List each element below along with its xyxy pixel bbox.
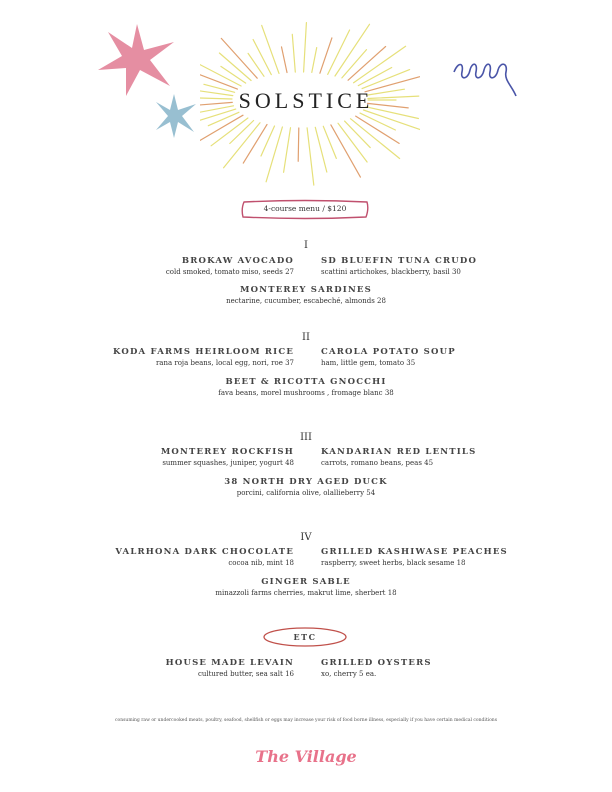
burst-ray	[312, 48, 317, 73]
dish-description: nectarine, cucumber, escabeché, almonds 28	[226, 297, 386, 305]
dish-description: raspberry, sweet herbs, black sesame 18	[321, 559, 466, 567]
menu-item	[113, 347, 294, 367]
burst-ray	[262, 25, 279, 73]
course-numeral: III	[300, 432, 312, 443]
burst-ray	[298, 128, 299, 161]
menu-item	[321, 447, 476, 467]
menu-item	[0, 477, 612, 497]
dish-name: KODA FARMS HEIRLOOM RICE	[113, 347, 294, 357]
burst-ray	[304, 23, 307, 72]
menu-item	[166, 658, 294, 678]
menu-item	[0, 285, 612, 305]
burst-ray	[284, 128, 291, 173]
menu-title: SOLSTICE	[238, 88, 374, 113]
dish-name: 38 NORTH DRY AGED DUCK	[224, 477, 388, 487]
menu-item	[161, 447, 294, 467]
menu-item	[321, 658, 432, 678]
dish-description: cocoa nib, mint 18	[228, 559, 294, 567]
menu-item	[0, 377, 612, 397]
dish-description: xo, cherry 5 ea.	[321, 670, 377, 678]
dish-name: MONTEREY SARDINES	[240, 285, 372, 295]
burst-ray	[266, 127, 282, 182]
dish-name: BEET & RICOTTA GNOCCHI	[225, 377, 387, 387]
menu-item	[115, 547, 294, 567]
course-numeral: IV	[300, 532, 312, 543]
dish-description: rana roja beans, local egg, nori, roe 37	[155, 359, 294, 367]
dish-description: fava beans, morel mushrooms , fromage blanc 38	[218, 389, 394, 397]
menu-item	[321, 347, 456, 367]
burst-ray	[315, 127, 327, 172]
the-village-logo	[250, 742, 362, 770]
dish-name: GRILLED KASHIWASE PEACHES	[321, 547, 508, 557]
burst-ray	[320, 38, 332, 73]
menu-item	[321, 547, 508, 567]
dish-description: cold smoked, tomato miso, seeds 27	[165, 268, 294, 276]
burst-ray	[345, 121, 371, 148]
price-text: 4-course menu / $120	[263, 204, 347, 213]
burst-ray	[208, 112, 239, 125]
menu-item	[321, 256, 477, 276]
burst-ray	[292, 34, 295, 72]
burst-ray	[230, 121, 254, 144]
dish-name: KANDARIAN RED LENTILS	[321, 447, 477, 457]
menu-item	[0, 577, 612, 597]
dish-description: minazzoli farms cherries, makrut lime, sherbert 18	[215, 589, 397, 597]
dish-name: BROKAW AVOCADO	[181, 256, 294, 266]
health-disclaimer: consuming raw or undercooked meats, poultry, seafood, shellfish or eggs may increase your risk of food borne illness, especially if you have certain medical conditions	[114, 718, 498, 723]
course-numeral: I	[304, 240, 308, 251]
burst-ray	[243, 125, 267, 164]
logo-text: The Village	[255, 747, 357, 766]
dish-name: GRILLED OYSTERS	[321, 658, 432, 668]
dish-name: GINGER SABLE	[261, 577, 351, 587]
etc-label: ETC	[293, 632, 317, 642]
dish-description: ham, little gem, tomato 35	[321, 359, 416, 367]
burst-ray	[328, 30, 350, 74]
course-numeral: II	[302, 332, 310, 343]
dish-description: carrots, romano beans, peas 45	[321, 459, 434, 467]
dish-name: VALRHONA DARK CHOCOLATE	[115, 547, 294, 557]
burst-ray	[342, 50, 367, 78]
burst-ray	[307, 128, 314, 185]
dish-name: CAROLA POTATO SOUP	[321, 347, 456, 357]
dish-description: scattini artichokes, blackberry, basil 30	[321, 268, 461, 276]
dish-name: SD BLUEFIN TUNA CRUDO	[321, 256, 478, 266]
dish-description: cultured butter, sea salt 16	[197, 670, 294, 678]
etc-section-header	[262, 626, 348, 648]
burst-ray	[348, 47, 386, 81]
menu-item	[166, 256, 294, 276]
dish-description: porcini, california olive, olallieberry 54	[236, 489, 376, 497]
burst-ray	[221, 66, 246, 83]
dish-name: HOUSE MADE LEVAIN	[165, 658, 294, 668]
dish-description: summer squashes, juniper, yogurt 48	[162, 459, 294, 467]
dish-name: MONTEREY ROCKFISH	[160, 447, 294, 457]
burst-ray	[282, 47, 288, 73]
price-box	[240, 199, 370, 220]
